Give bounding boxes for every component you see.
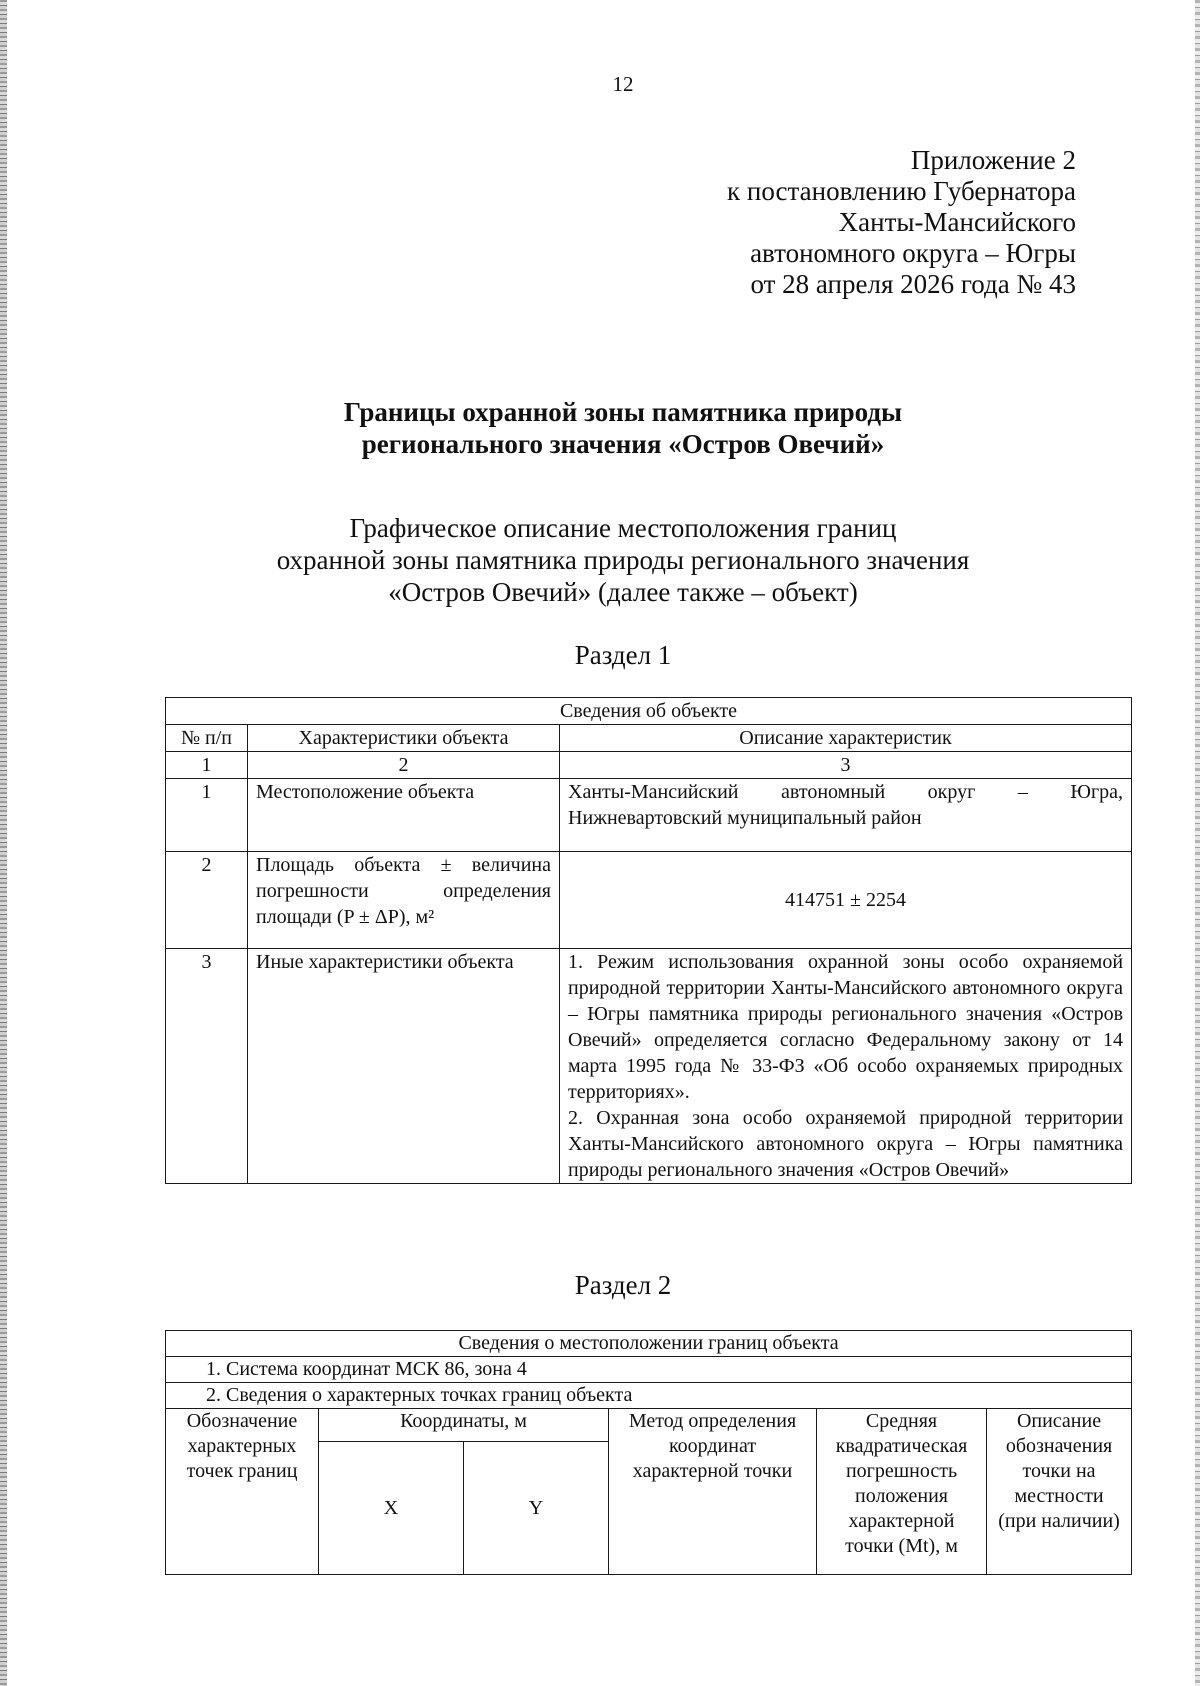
title-line: Границы охранной зоны памятника природы: [343, 397, 903, 427]
table-header-row: [166, 1409, 1132, 1442]
document-title: [0, 396, 1200, 460]
appendix-line: автономного округа – Югры: [750, 238, 1076, 268]
row-num: 3: [166, 949, 248, 1184]
description-paragraph: 2. Охранная зона особо охраняемой природной территории Ханты-Мансийского автономного округа – Югры памятника природы регионального значения «Остров Овечий»: [568, 1107, 1124, 1181]
header-x: X: [319, 1442, 464, 1575]
table-title: Сведения о местоположении границ объекта: [166, 1331, 1132, 1357]
page-number: 12: [612, 72, 634, 96]
table-row: [166, 779, 1132, 852]
header-point-description: Описание обозначения точки на местности (при наличии): [987, 1409, 1132, 1575]
header-method: Метод определения координат характерной точки: [609, 1409, 817, 1575]
appendix-block: [727, 145, 1076, 300]
appendix-line: от 28 апреля 2026 года № 43: [750, 269, 1076, 299]
column-number: 1: [166, 752, 248, 779]
coordinate-system: 1. Система координат МСК 86, зона 4: [166, 1357, 1132, 1383]
appendix-line: Приложение 2: [910, 145, 1076, 175]
title-line: регионального значения «Остров Овечий»: [361, 429, 885, 459]
subtitle-line: охранной зоны памятника природы регионального значения: [276, 545, 970, 575]
row-num: 1: [166, 779, 248, 852]
document-subtitle: [0, 512, 1200, 608]
description-paragraph: 1. Режим использования охранной зоны особо охраняемой природной территории Ханты-Мансийского автономного округа – Югры памятника природы регионального значения «Остров Овечий» определяется согласно Федеральному закону от 14 марта 1995 года № 33-ФЗ «Об особо охраняемых природных территориях».: [568, 951, 1124, 1103]
column-number: 2: [248, 752, 560, 779]
section1-heading: Раздел 1: [574, 640, 672, 670]
scan-edge-left: [0, 0, 7, 1686]
header-coordinates: Координаты, м: [319, 1409, 609, 1442]
row-description: Ханты-Мансийский автономный округ – Югра, Нижневартовский муниципальный район: [560, 779, 1132, 852]
row-characteristic: Иные характеристики объекта: [248, 949, 560, 1184]
table-header-row: [166, 725, 1132, 752]
subtitle-line: Графическое описание местоположения границ: [349, 513, 897, 543]
appendix-line: Ханты-Мансийского: [838, 207, 1076, 237]
row-num: 2: [166, 852, 248, 949]
section2-heading: Раздел 2: [574, 1270, 672, 1300]
table-row: [166, 949, 1132, 1184]
coordinate-system-row: [166, 1357, 1132, 1383]
boundary-table: [165, 1330, 1132, 1575]
points-info: 2. Сведения о характерных точках границ объекта: [166, 1383, 1132, 1409]
header-num: № п/п: [166, 725, 248, 752]
subtitle-line: «Остров Овечий» (далее также – объект): [388, 577, 858, 607]
table-title: Сведения об объекте: [166, 698, 1132, 725]
row-characteristic: Площадь объекта ± величина погрешности определения площади (P ± ΔP), м²: [248, 852, 560, 949]
object-info-table: [165, 697, 1132, 1184]
scan-edge-right: [1195, 0, 1200, 1686]
header-description: Описание характеристик: [560, 725, 1132, 752]
column-number-row: [166, 752, 1132, 779]
table-title-row: [166, 698, 1132, 725]
table-row: [166, 852, 1132, 949]
appendix-line: к постановлению Губернатора: [727, 176, 1076, 206]
table-title-row: [166, 1331, 1132, 1357]
row-characteristic: Местоположение объекта: [248, 779, 560, 852]
row-description: 414751 ± 2254: [560, 852, 1132, 949]
header-designation: Обозначение характерных точек границ: [166, 1409, 319, 1575]
points-info-row: [166, 1383, 1132, 1409]
header-error: Средняя квадратическая погрешность положения характерной точки (Mt), м: [817, 1409, 987, 1575]
header-y: Y: [464, 1442, 609, 1575]
column-number: 3: [560, 752, 1132, 779]
header-characteristic: Характеристики объекта: [248, 725, 560, 752]
row-description: [560, 949, 1132, 1184]
